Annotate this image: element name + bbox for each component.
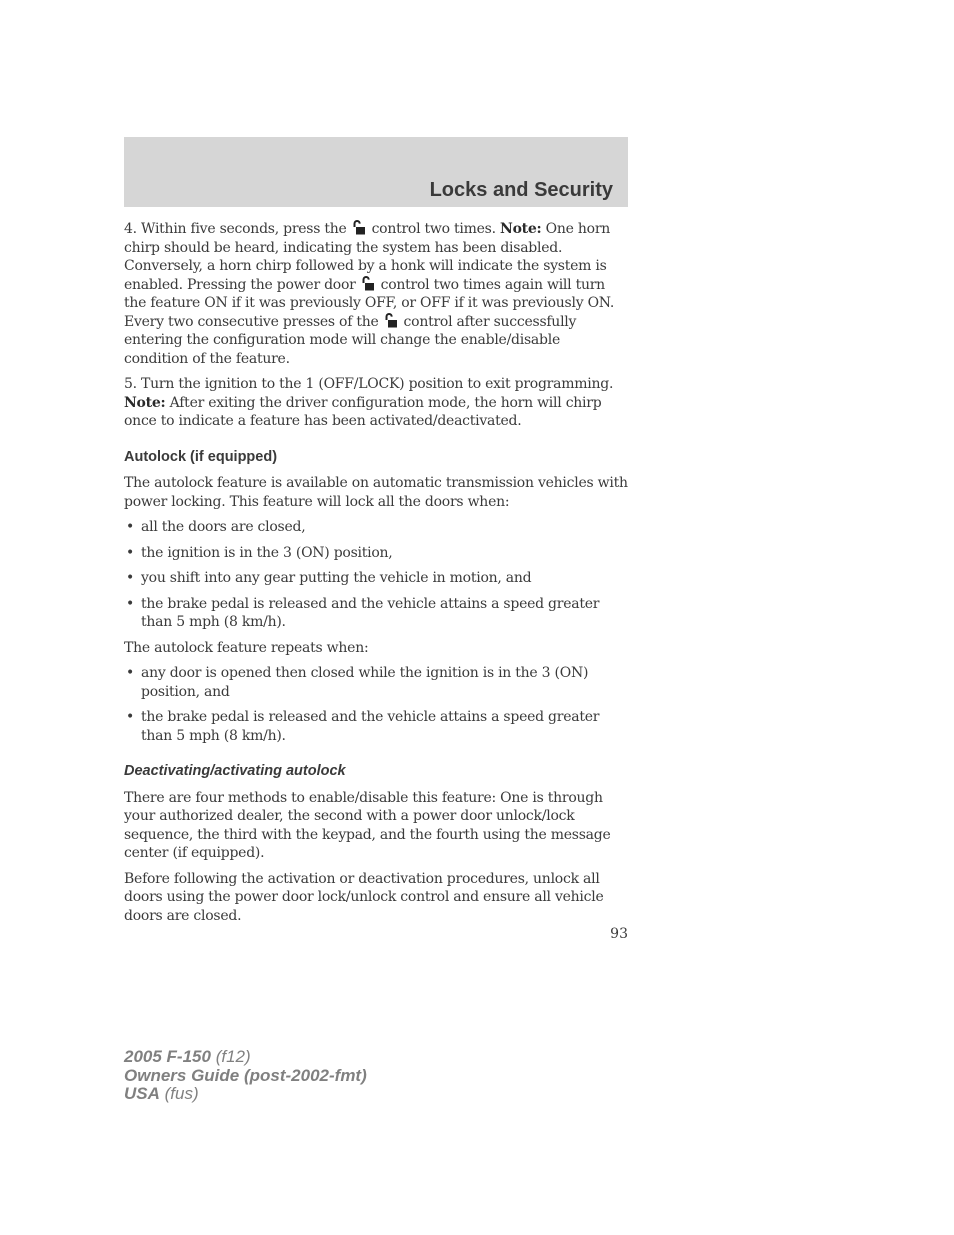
unlock-icon — [351, 220, 366, 235]
section-title: Locks and Security — [429, 179, 613, 201]
unlock-icon — [360, 276, 375, 291]
unlock-icon — [383, 313, 398, 328]
section-header-band — [124, 137, 628, 207]
deactivating-paragraph-2: Before following the activation or deactivation procedures, unlock all doors using the power door lock/unlock control and ensure all vehicle doors are closed. — [124, 870, 604, 924]
list-item: • all the doors are closed, — [124, 518, 628, 537]
step-4-paragraph: 4. Within five seconds, press the control two times. Note: One horn chirp should be heard, indicating the system has been disabled. Conversely, a horn chirp followed by a honk will indicate the system is enabled. Pressing the power door control two times again will turn the feature ON if it was previously OFF, or OFF if it was previously ON. Every two consecutive presses of the control after successfully entering the configuration mode will change the enable/disable condition of the feature. — [124, 221, 615, 367]
autolock-conditions-list — [124, 518, 628, 632]
autolock-intro: The autolock feature is available on automatic transmission vehicles with power locking. This feature will lock all the doors when: — [124, 475, 628, 510]
list-item: • you shift into any gear putting the vehicle in motion, and — [124, 569, 628, 588]
footer-line-3: USA (fus) — [124, 1084, 199, 1103]
document-footer — [124, 1048, 367, 1104]
page-body — [124, 220, 628, 932]
page-number: 93 — [610, 926, 628, 942]
autolock-heading: Autolock (if equipped) — [124, 448, 278, 465]
autolock-repeats-list — [124, 664, 628, 745]
list-item: • the brake pedal is released and the vehicle attains a speed greater than 5 mph (8 km/h). — [124, 595, 628, 632]
deactivating-heading: Deactivating/activating autolock — [124, 763, 346, 779]
footer-line-2: Owners Guide (post-2002-fmt) — [124, 1065, 367, 1085]
footer-line-1: 2005 F-150 (f12) — [124, 1047, 251, 1066]
list-item: • the ignition is in the 3 (ON) position, — [124, 544, 628, 563]
list-item: • any door is opened then closed while the ignition is in the 3 (ON) position, and — [124, 664, 628, 701]
list-item: • the brake pedal is released and the vehicle attains a speed greater than 5 mph (8 km/h). — [124, 708, 628, 745]
step-5-paragraph: 5. Turn the ignition to the 1 (OFF/LOCK) position to exit programming. Note: After exiting the driver configuration mode, the horn will chirp once to indicate a feature has been activated/deactivated. — [124, 376, 614, 429]
deactivating-paragraph-1: There are four methods to enable/disable this feature: One is through your authorized dealer, the second with a power door unlock/lock sequence, the third with the keypad, and the fourth using the message center (if equipped). — [124, 789, 611, 861]
autolock-repeat-intro: The autolock feature repeats when: — [124, 639, 369, 656]
